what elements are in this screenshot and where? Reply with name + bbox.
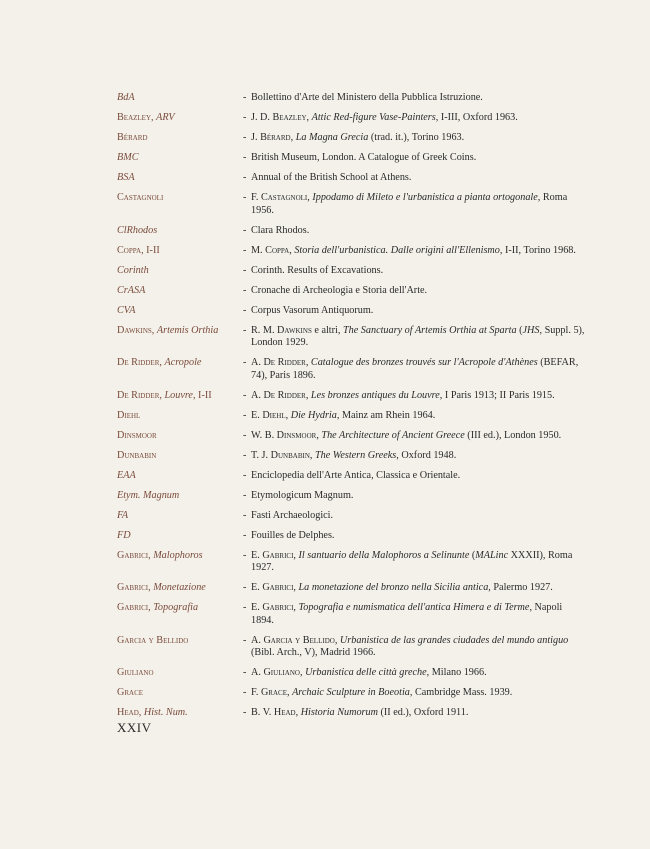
abbreviation-entry bbox=[117, 112, 587, 125]
abbreviation-expansion bbox=[251, 225, 587, 238]
abbreviation-expansion-segment: , Mainz am Rhein 1964. bbox=[336, 409, 436, 421]
abbreviation-expansion-segment: La monetazione del bronzo nella Sicilia antica bbox=[298, 582, 489, 593]
abbreviation-expansion-segment: (II ed.), Oxford 1911. bbox=[377, 707, 469, 718]
abbreviation-expansion-segment: , bbox=[285, 409, 291, 421]
abbreviation-expansion bbox=[251, 550, 587, 575]
abbreviation-expansion-segment: E. bbox=[251, 602, 263, 613]
abbreviation-expansion-segment: Gabrici bbox=[262, 582, 294, 593]
abbreviation-expansion bbox=[251, 112, 587, 125]
abbreviation-expansion-segment: Head bbox=[273, 707, 296, 718]
separator-dash: - bbox=[243, 707, 247, 718]
abbreviation-expansion-segment: De Ridder bbox=[263, 357, 306, 368]
abbreviation-entry bbox=[117, 707, 587, 720]
abbreviation-expansion bbox=[251, 490, 587, 503]
abbreviation-expansion-segment: Catalogue des bronzes trouvés sur l'Acropole d'Athènes bbox=[310, 357, 538, 368]
abbreviation-entry bbox=[117, 265, 587, 278]
abbreviation-key bbox=[117, 430, 243, 443]
abbreviation-expansion-segment: (trad. it.), Torino 1963. bbox=[368, 132, 465, 143]
abbreviation-expansion-segment: (III ed.), London 1950. bbox=[464, 429, 562, 441]
abbreviation-key-segment: FD bbox=[117, 529, 131, 541]
abbreviation-key-segment: Gabrici bbox=[117, 602, 149, 613]
abbreviation-key-segment: BMC bbox=[117, 152, 139, 163]
abbreviation-expansion-segment: Clara Rhodos. bbox=[251, 224, 310, 236]
abbreviation-expansion-segment: , bbox=[295, 707, 301, 718]
abbreviation-expansion-segment: , I Paris 1913; II Paris 1915. bbox=[439, 389, 555, 401]
abbreviation-key-segment: BdA bbox=[117, 92, 135, 103]
abbreviation-expansion bbox=[251, 357, 587, 382]
abbreviation-key-segment: , bbox=[159, 357, 165, 368]
abbreviation-expansion-segment: La Magna Grecia bbox=[295, 132, 369, 143]
abbreviation-expansion-segment: , bbox=[299, 667, 306, 678]
abbreviation-expansion-segment: B. V. bbox=[251, 707, 274, 718]
abbreviation-expansion-segment: Castagnoli bbox=[260, 192, 308, 203]
abbreviation-expansion bbox=[251, 667, 587, 680]
abbreviation-expansion-segment: A. bbox=[251, 634, 264, 646]
abbreviation-expansion-segment: , bbox=[290, 132, 296, 143]
abbreviation-key-segment: Malophoros bbox=[153, 549, 203, 561]
abbreviation-entry bbox=[117, 470, 587, 483]
abbreviation-expansion-segment: Gabrici bbox=[262, 602, 294, 613]
abbreviation-key-segment: Grace bbox=[117, 687, 144, 698]
abbreviation-entry bbox=[117, 602, 587, 627]
abbreviation-expansion-segment: E. bbox=[251, 549, 263, 561]
abbreviation-expansion bbox=[251, 450, 587, 463]
abbreviation-expansion-segment: F. bbox=[251, 687, 261, 698]
abbreviation-key bbox=[117, 667, 243, 680]
abbreviation-expansion-segment: e altri, bbox=[311, 324, 343, 336]
abbreviation-expansion-segment: Attic Red-figure Vase-Painters bbox=[311, 112, 436, 123]
abbreviation-expansion bbox=[251, 582, 587, 595]
separator-dash: - bbox=[243, 667, 247, 678]
abbreviation-expansion-segment: J. D. bbox=[251, 112, 273, 123]
abbreviation-key-segment: , bbox=[159, 389, 165, 401]
abbreviation-expansion bbox=[251, 510, 587, 523]
abbreviation-key bbox=[117, 132, 243, 145]
abbreviation-key-segment: , I-II bbox=[141, 244, 160, 256]
abbreviation-expansion bbox=[251, 325, 587, 350]
abbreviation-expansion-segment: Les bronzes antiques du Louvre bbox=[310, 389, 440, 401]
abbreviation-expansion-segment: , bbox=[316, 429, 322, 441]
abbreviation-key-segment: Gabrici bbox=[117, 549, 149, 561]
abbreviation-expansion-segment: Ippodamo di Mileto e l'urbanistica a pianta ortogonale bbox=[312, 192, 538, 203]
separator-dash: - bbox=[243, 357, 247, 368]
abbreviation-entry bbox=[117, 450, 587, 463]
abbreviation-expansion-segment: , bbox=[334, 634, 340, 646]
abbreviation-expansion-segment: , bbox=[293, 582, 299, 593]
abbreviation-entry bbox=[117, 92, 587, 105]
abbreviation-expansion bbox=[251, 305, 587, 318]
abbreviation-expansion-segment: J. bbox=[251, 132, 261, 143]
abbreviation-key bbox=[117, 582, 243, 595]
abbreviation-expansion-segment: The Architecture of Ancient Greece bbox=[321, 429, 465, 441]
abbreviation-expansion-segment: Dunbabin bbox=[270, 449, 310, 461]
abbreviation-expansion-segment: Coppa bbox=[265, 244, 290, 256]
abbreviation-expansion-segment: Dinsmoor bbox=[276, 429, 317, 441]
abbreviation-expansion bbox=[251, 285, 587, 298]
abbreviation-expansion bbox=[251, 410, 587, 423]
abbreviation-entry bbox=[117, 510, 587, 523]
abbreviation-entry bbox=[117, 635, 587, 660]
separator-dash: - bbox=[243, 489, 247, 501]
separator-dash: - bbox=[243, 687, 247, 698]
abbreviation-expansion-segment: Bérard bbox=[260, 132, 291, 143]
abbreviation-expansion-segment: M. bbox=[251, 244, 266, 256]
abbreviation-expansion-segment: British Museum, London. A Catalogue of Greek Coins. bbox=[251, 152, 477, 163]
abbreviation-expansion-segment: , Cambridge Mass. 1939. bbox=[409, 687, 513, 698]
abbreviation-key bbox=[117, 602, 243, 615]
abbreviation-expansion bbox=[251, 192, 587, 217]
abbreviation-key bbox=[117, 92, 243, 105]
abbreviation-entry bbox=[117, 687, 587, 700]
abbreviation-key-segment: Castagnoli bbox=[117, 192, 164, 203]
abbreviation-expansion-segment: , bbox=[286, 687, 293, 698]
abbreviation-expansion-segment: Archaic Sculpture in Boeotia bbox=[292, 687, 410, 698]
abbreviation-entry bbox=[117, 192, 587, 217]
abbreviation-expansion-segment: (BEFAR, 74), Paris 1896. bbox=[251, 357, 579, 381]
abbreviation-expansion bbox=[251, 470, 587, 483]
abbreviation-key-segment: Acropole bbox=[164, 357, 202, 368]
abbreviation-key bbox=[117, 357, 243, 370]
separator-dash: - bbox=[243, 264, 247, 276]
abbreviation-entry bbox=[117, 390, 587, 403]
separator-dash: - bbox=[243, 192, 247, 203]
abbreviation-expansion-segment: Storia dell'urbanistica. Dalle origini all'Ellenismo bbox=[294, 244, 500, 256]
abbreviation-key bbox=[117, 152, 243, 165]
abbreviation-key-segment: CVA bbox=[117, 304, 136, 316]
abbreviation-expansion-segment: JHS bbox=[522, 324, 540, 336]
separator-dash: - bbox=[243, 284, 247, 296]
abbreviation-expansion bbox=[251, 390, 587, 403]
abbreviation-expansion-segment: Grace bbox=[260, 687, 287, 698]
abbreviation-expansion bbox=[251, 430, 587, 443]
abbreviation-expansion-segment: A. bbox=[251, 389, 264, 401]
abbreviation-expansion-segment: , Roma 1956. bbox=[251, 192, 568, 216]
abbreviation-expansion bbox=[251, 602, 587, 627]
abbreviation-expansion-segment: A. bbox=[251, 667, 264, 678]
abbreviation-expansion-segment: , Suppl. 5), London 1929. bbox=[251, 324, 585, 348]
abbreviation-expansion-segment: Beazley bbox=[272, 112, 307, 123]
abbreviation-key-segment: Etym. Magnum bbox=[117, 489, 180, 501]
abbreviation-expansion-segment: , Napoli 1894. bbox=[251, 602, 563, 626]
abbreviation-key bbox=[117, 285, 243, 298]
abbreviation-entry bbox=[117, 582, 587, 595]
abbreviation-key-segment: Corinth bbox=[117, 264, 149, 276]
abbreviation-key-segment: , bbox=[138, 707, 144, 718]
abbreviation-key-segment: Dinsmoor bbox=[117, 429, 157, 441]
abbreviation-expansion-segment: Urbanistica delle città greche bbox=[305, 667, 427, 678]
abbreviation-entry bbox=[117, 430, 587, 443]
abbreviation-expansion-segment: Topografia e numismatica dell'antica Himera e di Terme bbox=[298, 602, 530, 613]
abbreviation-key-segment: , I-II bbox=[192, 389, 212, 401]
abbreviation-key-segment: EAA bbox=[117, 469, 136, 481]
abbreviation-expansion-segment: XXXII), Roma 1927. bbox=[251, 549, 573, 573]
abbreviation-expansion-segment: (Bibl. Arch., V), Madrid 1966. bbox=[251, 647, 376, 658]
abbreviation-key-segment: Giuliano bbox=[117, 667, 154, 678]
abbreviation-expansion-segment: A. bbox=[251, 357, 264, 368]
abbreviation-key bbox=[117, 687, 243, 700]
abbreviation-expansion-segment: E. bbox=[251, 582, 263, 593]
abbreviation-expansion-segment: , bbox=[293, 549, 299, 561]
abbreviation-key-segment: , bbox=[151, 324, 157, 336]
abbreviation-expansion-segment: The Western Greeks bbox=[314, 449, 397, 461]
abbreviation-key-segment: , bbox=[148, 582, 154, 593]
abbreviation-expansion-segment: Corinth. Results of Excavations. bbox=[251, 264, 384, 276]
separator-dash: - bbox=[243, 92, 247, 103]
abbreviation-entry bbox=[117, 225, 587, 238]
abbreviation-expansion-segment: , Milano 1966. bbox=[426, 667, 487, 678]
abbreviation-key-segment: Beazley, bbox=[117, 112, 157, 123]
separator-dash: - bbox=[243, 304, 247, 316]
separator-dash: - bbox=[243, 582, 247, 593]
abbreviation-key bbox=[117, 245, 243, 258]
abbreviation-key-segment: ARV bbox=[156, 112, 175, 123]
abbreviation-expansion-segment: F. bbox=[251, 192, 261, 203]
abbreviation-expansion-segment: , bbox=[306, 112, 312, 123]
separator-dash: - bbox=[243, 389, 247, 401]
abbreviation-expansion-segment: Urbanistica de las grandes ciudades del mundo antiguo bbox=[339, 634, 569, 646]
abbreviation-key bbox=[117, 325, 243, 338]
abbreviation-key-segment: CrASA bbox=[117, 284, 146, 296]
abbreviation-key-segment: Artemis Orthia bbox=[156, 324, 219, 336]
separator-dash: - bbox=[243, 529, 247, 541]
abbreviation-expansion-segment: , bbox=[293, 602, 299, 613]
abbreviation-key bbox=[117, 225, 243, 238]
abbreviation-key-segment: Dawkins bbox=[117, 324, 152, 336]
abbreviation-expansion-segment: W. B. bbox=[251, 429, 277, 441]
abbreviation-entry bbox=[117, 410, 587, 423]
abbreviation-entry bbox=[117, 172, 587, 185]
separator-dash: - bbox=[243, 602, 247, 613]
abbreviation-entry bbox=[117, 325, 587, 350]
abbreviation-expansion-segment: , bbox=[307, 192, 313, 203]
separator-dash: - bbox=[243, 634, 247, 646]
abbreviation-key-segment: Monetazione bbox=[153, 582, 206, 593]
abbreviation-expansion-segment: E. bbox=[251, 409, 263, 421]
abbreviation-key-segment: ClRhodos bbox=[117, 224, 158, 236]
abbreviation-expansion-segment: , bbox=[309, 449, 315, 461]
abbreviation-expansion bbox=[251, 92, 587, 105]
abbreviation-expansion-segment: Etymologicum Magnum. bbox=[251, 489, 354, 501]
abbreviation-expansion-segment: Diehl bbox=[262, 409, 286, 421]
abbreviation-expansion-segment: , I-II, Torino 1968. bbox=[499, 244, 576, 256]
separator-dash: - bbox=[243, 409, 247, 421]
abbreviation-expansion-segment: , Palermo 1927. bbox=[488, 582, 553, 593]
abbreviation-key-segment: De Ridder bbox=[117, 389, 160, 401]
abbreviation-key-segment: Dunbabin bbox=[117, 449, 157, 461]
abbreviation-expansion-segment: Enciclopedia dell'Arte Antica, Classica e Orientale. bbox=[251, 469, 461, 481]
abbreviation-entry bbox=[117, 667, 587, 680]
abbreviation-key-segment: Gabrici bbox=[117, 582, 149, 593]
abbreviation-key-segment: Coppa bbox=[117, 244, 142, 256]
abbreviation-key-segment: Head bbox=[117, 707, 139, 718]
separator-dash: - bbox=[243, 152, 247, 163]
abbreviation-key-segment: De Ridder bbox=[117, 357, 160, 368]
abbreviation-key bbox=[117, 707, 243, 720]
abbreviation-key bbox=[117, 410, 243, 423]
abbreviation-key-segment: , bbox=[148, 602, 154, 613]
abbreviation-key bbox=[117, 172, 243, 185]
abbreviation-key bbox=[117, 390, 243, 403]
abbreviation-expansion bbox=[251, 687, 587, 700]
abbreviation-key-segment: Bérard bbox=[117, 132, 148, 143]
abbreviation-expansion bbox=[251, 245, 587, 258]
abbreviation-key bbox=[117, 635, 243, 648]
abbreviation-expansion-segment: T. J. bbox=[251, 449, 271, 461]
abbreviation-key bbox=[117, 530, 243, 543]
abbreviation-expansion-segment: , Oxford 1948. bbox=[396, 449, 457, 461]
abbreviation-key bbox=[117, 470, 243, 483]
abbreviation-entry bbox=[117, 152, 587, 165]
abbreviation-expansion-segment: Annual of the British School at Athens. bbox=[251, 172, 412, 183]
abbreviation-key bbox=[117, 550, 243, 563]
separator-dash: - bbox=[243, 429, 247, 441]
abbreviation-entry bbox=[117, 305, 587, 318]
separator-dash: - bbox=[243, 469, 247, 481]
separator-dash: - bbox=[243, 132, 247, 143]
abbreviation-key-segment: Topografia bbox=[153, 602, 199, 613]
abbreviation-expansion-segment: Giuliano bbox=[263, 667, 300, 678]
abbreviation-expansion-segment: ( bbox=[469, 549, 476, 561]
abbreviation-expansion bbox=[251, 152, 587, 165]
abbreviation-expansion bbox=[251, 265, 587, 278]
abbreviation-expansion-segment: Garcia y Bellido bbox=[263, 634, 335, 646]
abbreviation-expansion-segment: Gabrici bbox=[262, 549, 294, 561]
abbreviation-key-segment: Hist. Num. bbox=[143, 707, 188, 718]
abbreviation-expansion-segment: De Ridder bbox=[263, 389, 306, 401]
abbreviation-expansion-segment: , bbox=[305, 389, 311, 401]
abbreviation-expansion-segment: Corpus Vasorum Antiquorum. bbox=[251, 304, 374, 316]
abbreviation-entry bbox=[117, 132, 587, 145]
abbreviation-entry bbox=[117, 285, 587, 298]
abbreviations-list bbox=[117, 92, 587, 727]
abbreviation-expansion-segment: Cronache di Archeologia e Storia dell'Arte. bbox=[251, 284, 428, 296]
abbreviation-entry bbox=[117, 357, 587, 382]
abbreviation-expansion-segment: Bollettino d'Arte del Ministero della Pubblica Istruzione. bbox=[251, 92, 483, 103]
abbreviation-expansion-segment: R. M. bbox=[251, 324, 278, 336]
abbreviation-expansion-segment: Historia Numorum bbox=[300, 707, 378, 718]
abbreviation-key bbox=[117, 305, 243, 318]
abbreviation-key bbox=[117, 112, 243, 125]
abbreviation-expansion bbox=[251, 172, 587, 185]
abbreviation-expansion-segment: , I-III, Oxford 1963. bbox=[435, 112, 518, 123]
abbreviation-entry bbox=[117, 490, 587, 503]
separator-dash: - bbox=[243, 224, 247, 236]
abbreviation-key bbox=[117, 490, 243, 503]
abbreviation-key-segment: FA bbox=[117, 509, 129, 521]
separator-dash: - bbox=[243, 449, 247, 461]
abbreviation-expansion-segment: ( bbox=[516, 324, 523, 336]
abbreviation-expansion-segment: The Sanctuary of Artemis Orthia at Sparta bbox=[342, 324, 517, 336]
abbreviation-key-segment: BSA bbox=[117, 172, 135, 183]
abbreviation-key bbox=[117, 450, 243, 463]
abbreviation-key bbox=[117, 192, 243, 205]
separator-dash: - bbox=[243, 324, 247, 336]
abbreviation-entry bbox=[117, 550, 587, 575]
abbreviation-expansion bbox=[251, 530, 587, 543]
abbreviation-expansion-segment: Die Hydria bbox=[290, 409, 337, 421]
abbreviation-expansion-segment: , bbox=[289, 244, 295, 256]
abbreviation-key-segment: Garcia y Bellido bbox=[117, 634, 189, 646]
abbreviation-expansion-segment: Dawkins bbox=[277, 324, 312, 336]
separator-dash: - bbox=[243, 244, 247, 256]
abbreviation-expansion bbox=[251, 132, 587, 145]
abbreviation-expansion-segment: Fouilles de Delphes. bbox=[251, 529, 335, 541]
abbreviation-expansion-segment: Il santuario della Malophoros a Selinunte bbox=[298, 549, 470, 561]
abbreviation-key-segment: Diehl bbox=[117, 409, 141, 421]
abbreviation-key bbox=[117, 510, 243, 523]
abbreviation-expansion bbox=[251, 707, 587, 720]
abbreviation-expansion-segment: MALinc bbox=[475, 549, 509, 561]
abbreviation-entry bbox=[117, 530, 587, 543]
abbreviation-key-segment: Louvre bbox=[164, 389, 193, 401]
separator-dash: - bbox=[243, 549, 247, 561]
abbreviation-expansion-segment: , bbox=[305, 357, 311, 368]
page-number: XXIV bbox=[117, 720, 152, 735]
separator-dash: - bbox=[243, 112, 247, 123]
abbreviation-expansion-segment: Fasti Archaeologici. bbox=[251, 509, 334, 521]
separator-dash: - bbox=[243, 172, 247, 183]
abbreviation-entry bbox=[117, 245, 587, 258]
separator-dash: - bbox=[243, 509, 247, 521]
abbreviation-key bbox=[117, 265, 243, 278]
abbreviation-expansion bbox=[251, 635, 587, 660]
abbreviation-key-segment: , bbox=[148, 549, 154, 561]
